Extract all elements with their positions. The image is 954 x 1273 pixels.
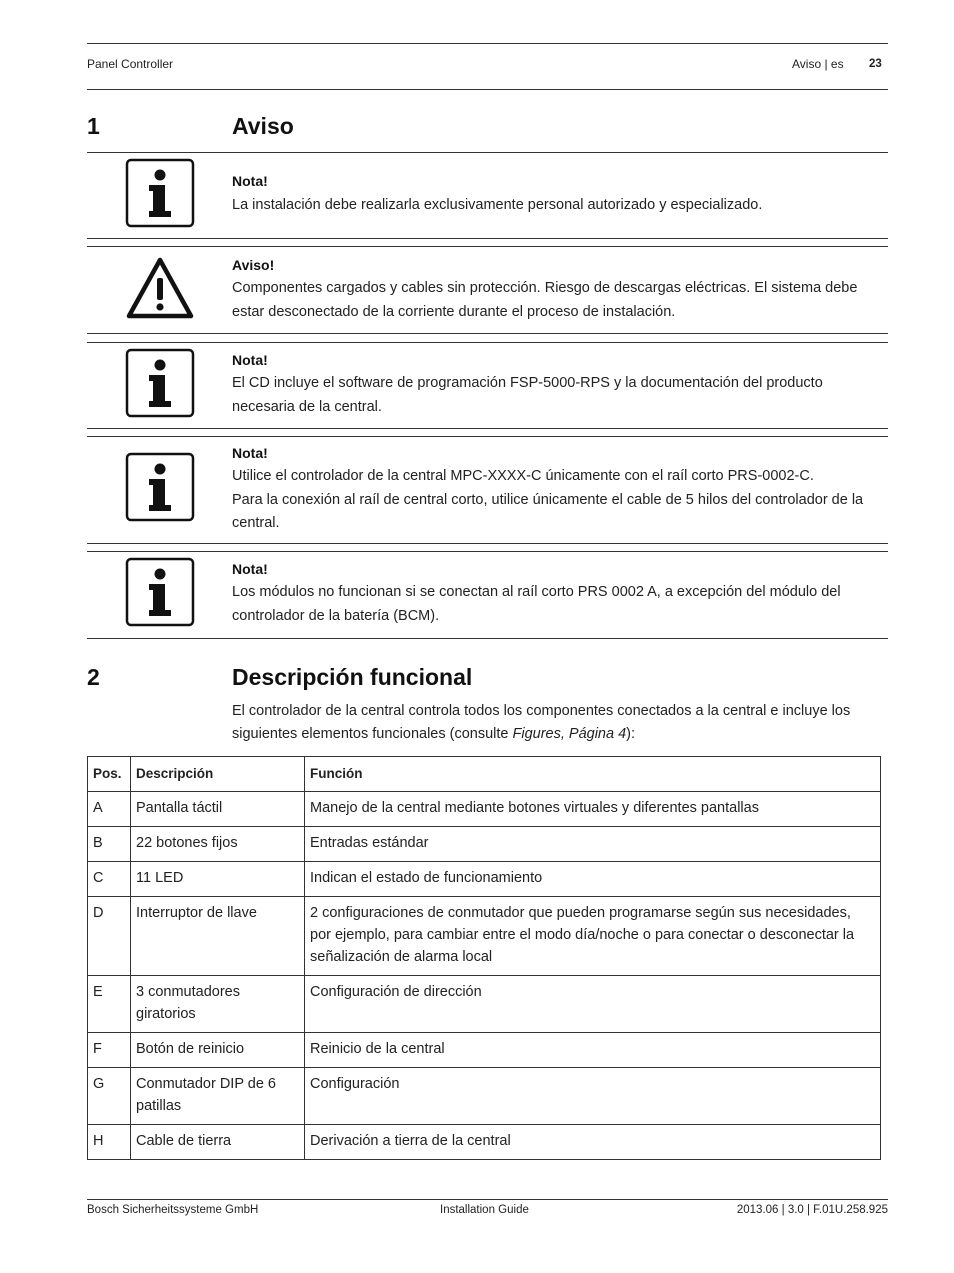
table-row xyxy=(88,792,881,827)
cell-function: Indican el estado de funcionamiento xyxy=(305,862,881,897)
info-icon xyxy=(125,557,195,627)
table-row xyxy=(88,976,881,1033)
cell-pos: B xyxy=(88,827,131,862)
notice-box xyxy=(87,152,888,238)
table-row xyxy=(88,1125,881,1160)
notice-bottom-rule xyxy=(87,638,888,639)
notice-bottom-rule xyxy=(87,238,888,239)
functional-elements-table xyxy=(87,756,881,1160)
table-header-row xyxy=(88,757,881,792)
cell-function: Derivación a tierra de la central xyxy=(305,1125,881,1160)
info-icon xyxy=(125,348,195,418)
cell-description: Conmutador DIP de 6 patillas xyxy=(131,1068,305,1125)
section-1-number: 1 xyxy=(87,113,100,139)
header-page-number: 23 xyxy=(869,58,882,70)
notice-box xyxy=(87,551,888,638)
header-section: Aviso | es xyxy=(792,57,844,71)
figure-reference: Figures, Página 4 xyxy=(512,725,627,742)
header-bottom-rule xyxy=(87,89,888,90)
notice-text: La instalación debe realizarla exclusivamente personal autorizado y especializado. xyxy=(232,197,763,213)
notice-box xyxy=(87,342,888,428)
cell-function: Entradas estándar xyxy=(305,827,881,862)
cell-function: Configuración de dirección xyxy=(305,976,881,1033)
footer-company: Bosch Sicherheitssysteme GmbH xyxy=(87,1204,259,1216)
footer-doc-type: Installation Guide xyxy=(440,1204,529,1216)
column-header-description: Descripción xyxy=(131,757,305,792)
notice-title: Nota! xyxy=(232,561,268,577)
notice-title: Aviso! xyxy=(232,257,275,273)
cell-pos: G xyxy=(88,1068,131,1125)
cell-description: Interruptor de llave xyxy=(131,897,305,976)
header-top-rule xyxy=(87,43,888,44)
notice-text-line: Utilice el controlador de la central MPC-XXXX-C únicamente con el raíl corto PRS-0002-C. xyxy=(232,468,814,484)
cell-description: 22 botones fijos xyxy=(131,827,305,862)
cell-description: Botón de reinicio xyxy=(131,1033,305,1068)
notice-title: Nota! xyxy=(232,445,268,461)
notice-bottom-rule xyxy=(87,428,888,429)
warning-icon xyxy=(124,254,196,324)
notice-text: El CD incluye el software de programación FSP-5000-RPS y la documentación del producto necesaria de la central. xyxy=(232,375,823,415)
cell-description: Cable de tierra xyxy=(131,1125,305,1160)
table-row xyxy=(88,827,881,862)
notice-text: Los módulos no funcionan si se conectan al raíl corto PRS 0002 A, a excepción del módulo del controlador de la batería (BCM). xyxy=(232,584,841,624)
intro-end: ): xyxy=(626,725,636,742)
notice-bottom-rule xyxy=(87,543,888,544)
column-header-function: Función xyxy=(305,757,881,792)
footer-doc-number: 2013.06 | 3.0 | F.01U.258.925 xyxy=(736,1204,888,1216)
cell-function: Configuración xyxy=(305,1068,881,1125)
table-row xyxy=(88,862,881,897)
cell-description: 3 conmutadores giratorios xyxy=(131,976,305,1033)
cell-pos: E xyxy=(88,976,131,1033)
notice-bottom-rule xyxy=(87,333,888,334)
notice-box xyxy=(87,436,888,543)
table-row xyxy=(88,1033,881,1068)
notice-text: Componentes cargados y cables sin protección. Riesgo de descargas eléctricas. El sistema debe estar desconectado de la corriente durante el proceso de instalación. xyxy=(232,280,858,320)
cell-pos: F xyxy=(88,1033,131,1068)
cell-function: Reinicio de la central xyxy=(305,1033,881,1068)
info-icon xyxy=(125,452,195,522)
column-header-pos: Pos. xyxy=(88,757,131,792)
cell-pos: D xyxy=(88,897,131,976)
cell-description: Pantalla táctil xyxy=(131,792,305,827)
section-2-title: Descripción funcional xyxy=(232,664,473,690)
cell-description: 11 LED xyxy=(131,862,305,897)
table-row xyxy=(88,1068,881,1125)
cell-function: 2 configuraciones de conmutador que pueden programarse según sus necesidades, por ejemplo, para cambiar entre el modo día/noche o para conectar o desconectar la señalización de alarma local xyxy=(305,897,881,976)
notice-text xyxy=(232,465,884,536)
notice-title: Nota! xyxy=(232,173,268,189)
warning-box xyxy=(87,246,888,333)
cell-pos: H xyxy=(88,1125,131,1160)
section-1-title: Aviso xyxy=(232,113,294,139)
header-doc-title: Panel Controller xyxy=(87,57,174,71)
table-row xyxy=(88,897,881,976)
info-icon xyxy=(125,158,195,228)
cell-pos: C xyxy=(88,862,131,897)
intro-text: El controlador de la central controla todos los componentes conectados a la central e incluye los siguientes elementos funcionales (consulte xyxy=(232,703,851,742)
cell-function: Manejo de la central mediante botones virtuales y diferentes pantallas xyxy=(305,792,881,827)
notice-title: Nota! xyxy=(232,352,268,368)
section-2-intro xyxy=(232,700,888,745)
footer-rule xyxy=(87,1199,888,1200)
section-2-number: 2 xyxy=(87,664,100,690)
cell-pos: A xyxy=(88,792,131,827)
notice-text-line: Para la conexión al raíl de central corto, utilice únicamente el cable de 5 hilos del controlador de la central. xyxy=(232,491,864,531)
